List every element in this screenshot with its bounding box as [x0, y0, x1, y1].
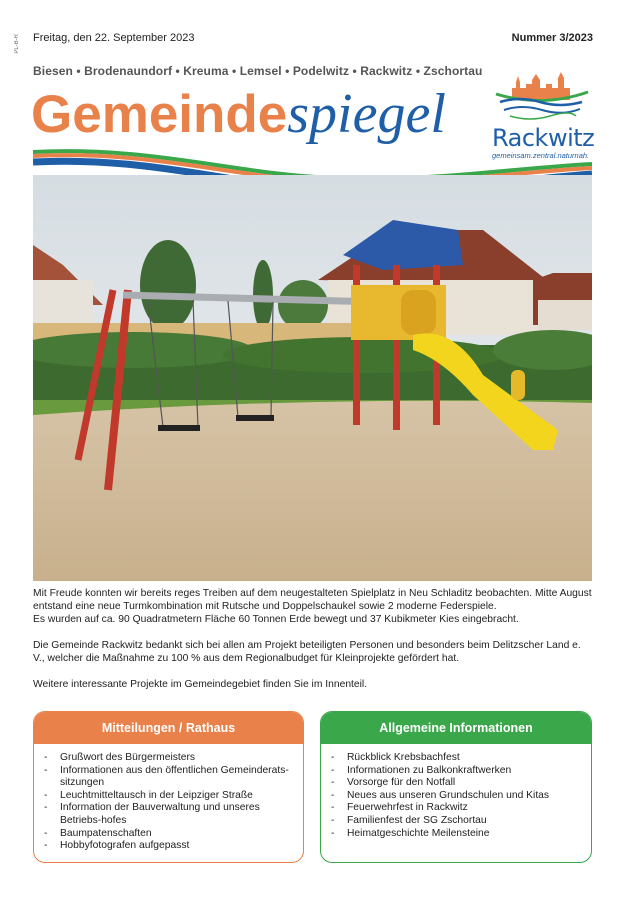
title-part-gemeinde: Gemeinde: [31, 85, 288, 144]
box-mitteilungen-title: Mitteilungen / Rathaus: [34, 712, 303, 744]
list-item: - Neues aus unseren Grundschulen und Kitas: [331, 789, 550, 801]
playground-photo: [33, 175, 592, 581]
article-text: [33, 587, 595, 704]
list-item: - Information der Bauverwaltung und unseres Betriebs-hofes: [44, 802, 260, 826]
list-item: - Familienfest der SG Zschortau: [331, 814, 487, 826]
list-item: - Baumpatenschaften: [44, 827, 152, 839]
box-allgemeine-title: Allgemeine Informationen: [321, 712, 591, 744]
village-list: Biesen • Brodenaundorf • Kreuma • Lemsel • Podelwitz • Rackwitz • Zschortau: [33, 64, 483, 78]
article-paragraph-more: Weitere interessante Projekte im Gemeindegebiet finden Sie im Innenteil.: [33, 679, 368, 690]
issue-number: Nummer 3/2023: [511, 32, 593, 44]
logo-name: Rackwitz: [492, 124, 595, 152]
castle-skyline-icon: [512, 72, 570, 100]
box-mitteilungen-list: [34, 744, 303, 853]
masthead-title: [31, 78, 446, 151]
issue-date: Freitag, den 22. September 2023: [33, 32, 195, 44]
list-item: - Informationen aus den öffentlichen Gemeinderats-sitzungen: [44, 764, 289, 789]
article-paragraph-intro: [33, 587, 595, 626]
list-item: - Hobbyfotografen aufgepasst: [44, 840, 190, 852]
list-item: - Informationen zu Balkonkraftwerken: [331, 764, 512, 776]
box-allgemeine-informationen: [320, 711, 592, 863]
print-code: PL-B-R: [14, 34, 20, 54]
article-sentence-1: Mit Freude konnten wir bereits reges Treiben auf dem neugestalteten Spielplatz in Neu Schladitz beobachten. Mitte August entstand eine neue Turmkombination mit Rutsche und Doppelschaukel sowie 2 moderne Federspiele.: [33, 588, 592, 612]
logo-slogan: gemeinsam.zentral.naturnah.: [492, 151, 590, 160]
list-item: - Rückblick Krebsbachfest: [331, 752, 460, 763]
box-mitteilungen: [33, 711, 304, 863]
article-sentence-2: Es wurden auf ca. 90 Quadratmetern Fläche 60 Tonnen Erde bewegt und 37 Kubikmeter Kies eingebracht.: [33, 614, 519, 625]
list-item: - Heimatgeschichte Meilensteine: [331, 827, 490, 839]
list-item: - Leuchtmitteltausch in der Leipziger Straße: [44, 789, 253, 801]
box-allgemeine-list: [321, 744, 591, 840]
list-item: - Vorsorge für den Notfall: [331, 777, 456, 789]
list-item: - Feuerwehrfest in Rackwitz: [331, 802, 468, 814]
list-item: - Grußwort des Bürgermeisters: [44, 752, 196, 763]
title-part-spiegel: spiegel: [287, 83, 446, 145]
article-paragraph-thanks: Die Gemeinde Rackwitz bedankt sich bei allen am Projekt beteiligten Personen und besonders beim Delitzscher Land e. V., welcher die Maßnahme zu 100 % aus dem Regionalbudget für Kleinprojekte gefördert hat.: [33, 640, 581, 664]
